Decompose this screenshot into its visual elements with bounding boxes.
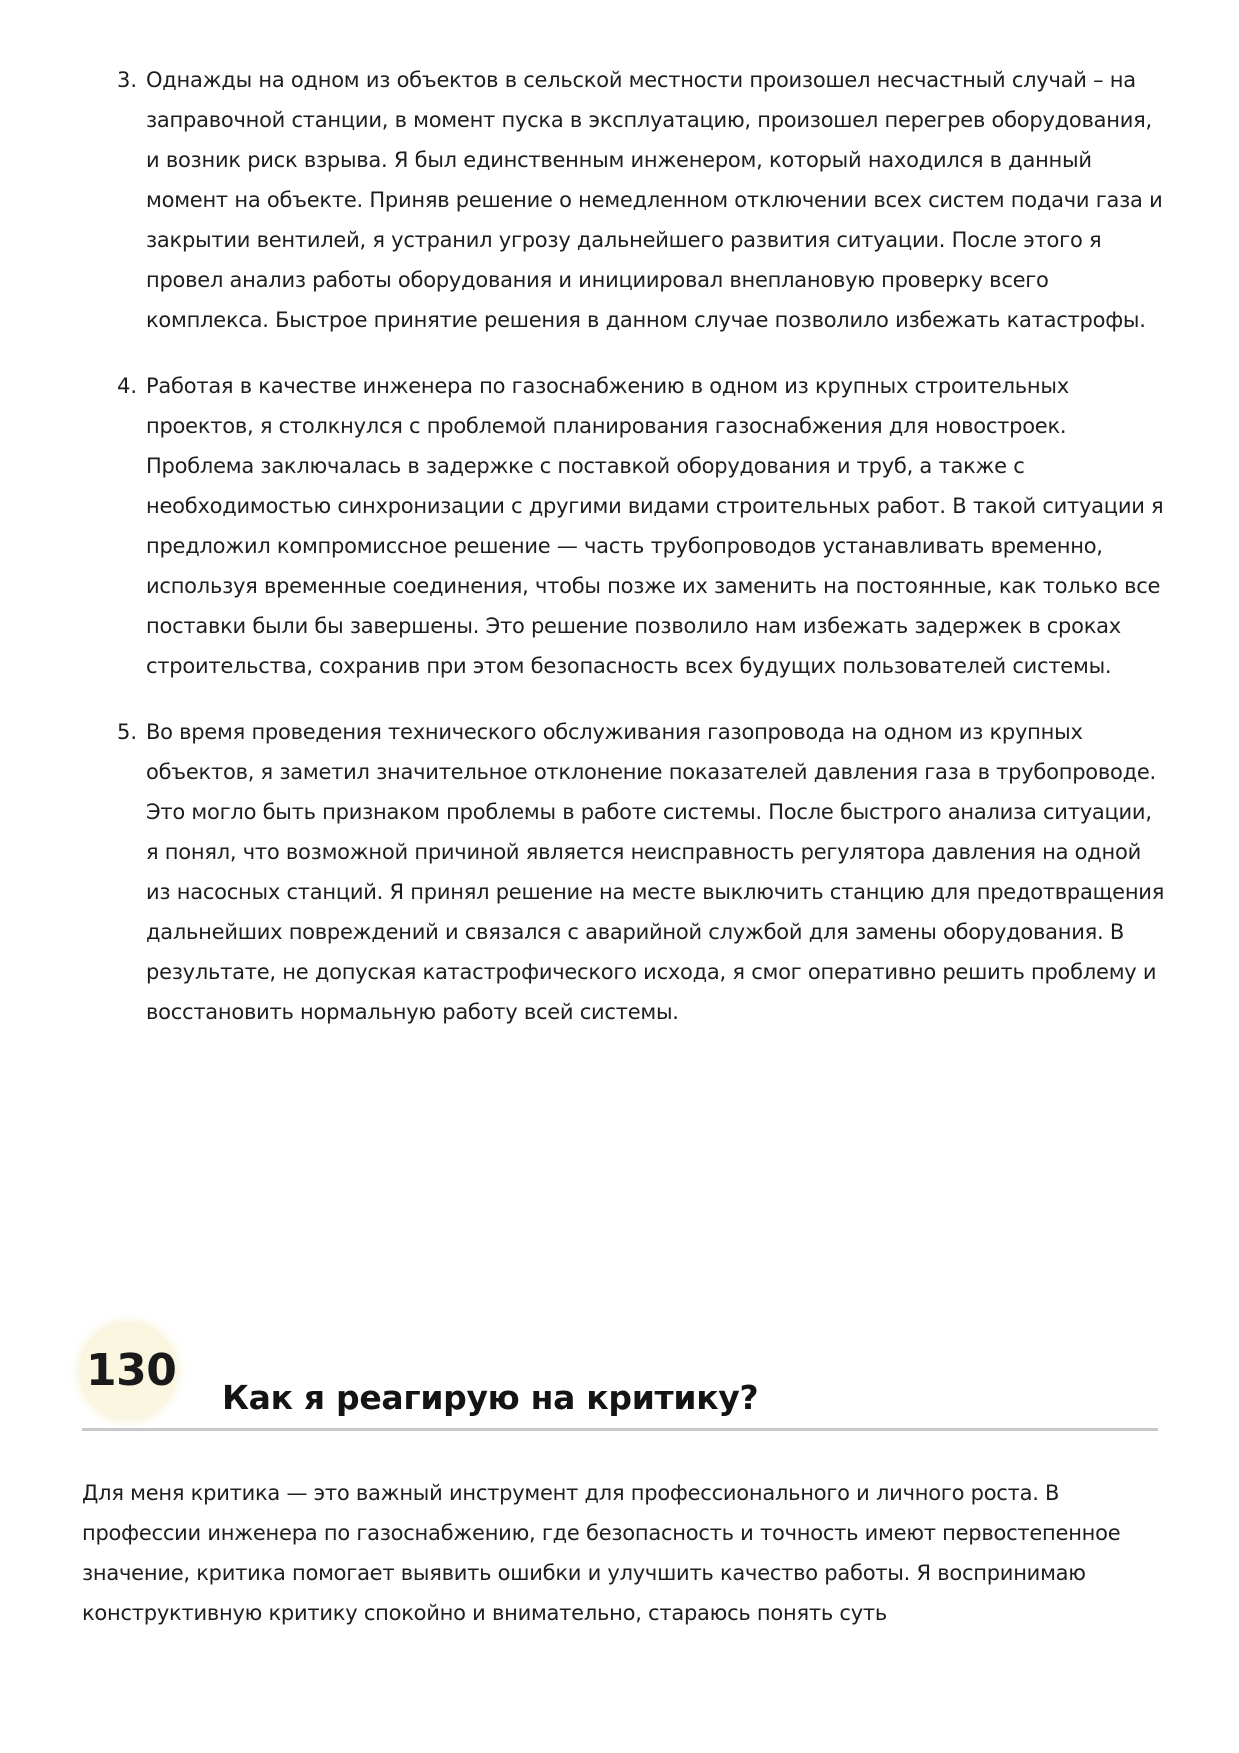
body-paragraph: Для меня критика — это важный инструмент для профессионального и личного роста. В профессии инженера по газоснабжению, где безопасность и точность имеют первостепенное значение, критика помогает выявить ошибки и улучшить качество работы. Я воспринимаю конструктивную критику спокойно и внимательно, стараюсь понять суть bbox=[82, 1481, 1121, 1625]
section-header bbox=[82, 1325, 1158, 1435]
section-title: Как я реагирую на критику? bbox=[222, 1378, 759, 1418]
list-item-number: 4. bbox=[117, 374, 138, 398]
section-divider bbox=[82, 1428, 1158, 1431]
list-item bbox=[117, 712, 1167, 1032]
section-number: 130 bbox=[86, 1345, 177, 1396]
list-item-text: Во время проведения технического обслуживания газопровода на одном из крупных объектов, я заметил значительное отклонение показателей давления газа в трубопроводе. Это могло быть признаком проблемы в работе системы. После быстрого анализа ситуации, я понял, что возможной причиной является неисправность регулятора давления на одной из насосных станций. Я принял решение на месте выключить станцию для предотвращения дальнейших повреждений и связался с аварийной службой для замены оборудования. В результате, не допуская катастрофического исхода, я смог оперативно решить проблему и восстановить нормальную работу всей системы. bbox=[146, 720, 1165, 1024]
list-item-text: Однажды на одном из объектов в сельской местности произошел несчастный случай – на заправочной станции, в момент пуска в эксплуатацию, произошел перегрев оборудования, и возник риск взрыва. Я был единственным инженером, который находился в данный момент на объекте. Приняв решение о немедленном отключении всех систем подачи газа и закрытии вентилей, я устранил угрозу дальнейшего развития ситуации. После этого я провел анализ работы оборудования и инициировал внеплановую проверку всего комплекса. Быстрое принятие решения в данном случае позволило избежать катастрофы. bbox=[146, 68, 1163, 332]
list-item bbox=[117, 60, 1167, 340]
list-item bbox=[117, 366, 1167, 686]
numbered-list bbox=[117, 60, 1167, 1058]
list-item-number: 3. bbox=[117, 68, 138, 92]
list-item-text: Работая в качестве инженера по газоснабжению в одном из крупных строительных проектов, я столкнулся с проблемой планирования газоснабжения для новостроек. Проблема заключалась в задержке с поставкой оборудования и труб, а также с необходимостью синхронизации с другими видами строительных работ. В такой ситуации я предложил компромиссное решение — часть трубопроводов устанавливать временно, используя временные соединения, чтобы позже их заменить на постоянные, как только все поставки были бы завершены. Это решение позволило нам избежать задержек в сроках строительства, сохранив при этом безопасность всех будущих пользователей системы. bbox=[146, 374, 1164, 678]
list-item-number: 5. bbox=[117, 720, 138, 744]
